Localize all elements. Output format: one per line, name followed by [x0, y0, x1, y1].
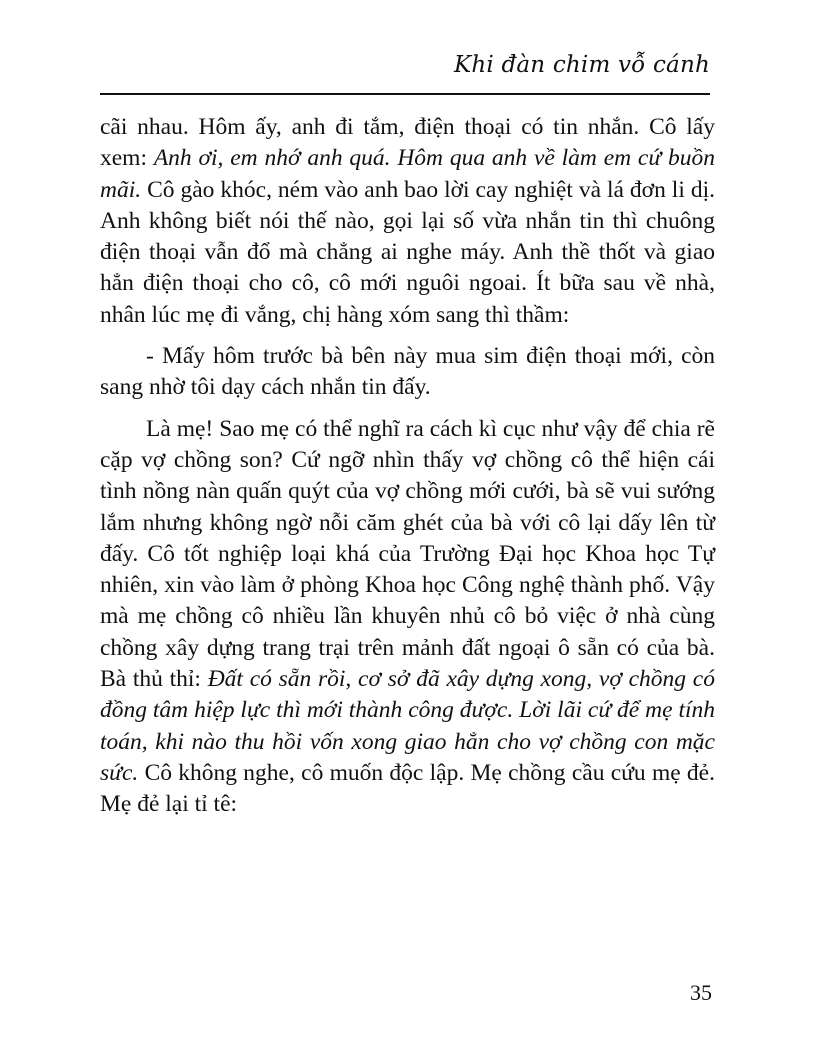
- quoted-message: Anh ơi, em nhớ anh quá. Hôm qua anh về làm em cứ buồn mãi.: [100, 145, 715, 203]
- text-segment: Là mẹ! Sao mẹ có thể nghĩ ra cách kì cục như vậy để chia rẽ cặp vợ chồng son? Cứ ngỡ nhìn thấy vợ chồng cô thể hiện cái tình nồng nàn quấn quýt của vợ chồng mới cưới, bà sẽ vui sướng lắm nhưng không ngờ nỗi căm ghét của bà với cô lại dấy lên từ đấy. Cô tốt nghiệp loại khá của Trường Đại học Khoa học Tự nhiên, xin vào làm ở phòng Khoa học Công nghệ thành phố. Vậy mà mẹ chồng cô nhiều lần khuyên nhủ cô bỏ việc ở nhà cùng chồng xây dựng trang trại trên mảnh đất ngoại ô sẵn có của bà. Bà thủ thỉ:: [100, 415, 715, 693]
- paragraph-2-dialogue: [100, 341, 715, 404]
- running-header-title: Khi đàn chim vỗ cánh: [454, 52, 710, 78]
- body-text: [100, 112, 715, 821]
- text-segment: Cô gào khóc, ném vào anh bao lời cay nghiệt và lá đơn li dị. Anh không biết nói thế nào, gọi lại số vừa nhắn tin thì chuông điện thoại vẫn đổ mà chẳng ai nghe máy. Anh thề thốt và giao hẳn điện thoại cho cô, cô mới nguôi ngoai. Ít bữa sau về nhà, nhân lúc mẹ đi vắng, chị hàng xóm sang thì thầm:: [100, 176, 715, 328]
- quoted-speech: Đất có sẵn rồi, cơ sở đã xây dựng xong, vợ chồng có đồng tâm hiệp lực thì mới thành công được. Lời lãi cứ để mẹ tính toán, khi nào thu hồi vốn xong giao hẳn cho vợ chồng con mặc sức.: [100, 666, 715, 786]
- text-segment: Cô không nghe, cô muốn độc lập. Mẹ chồng cầu cứu mẹ đẻ. Mẹ đẻ lại tỉ tê:: [100, 759, 715, 818]
- text-segment: cãi nhau. Hôm ấy, anh đi tắm, điện thoại có tin nhắn. Cô lấy xem:: [100, 114, 715, 172]
- text-segment: - Mấy hôm trước bà bên này mua sim điện thoại mới, còn sang nhờ tôi dạy cách nhắn tin đấy.: [100, 343, 715, 401]
- header-rule: [100, 93, 710, 95]
- page-number: 35: [690, 980, 712, 1005]
- paragraph-3: [100, 414, 715, 821]
- paragraph-1: [100, 112, 715, 331]
